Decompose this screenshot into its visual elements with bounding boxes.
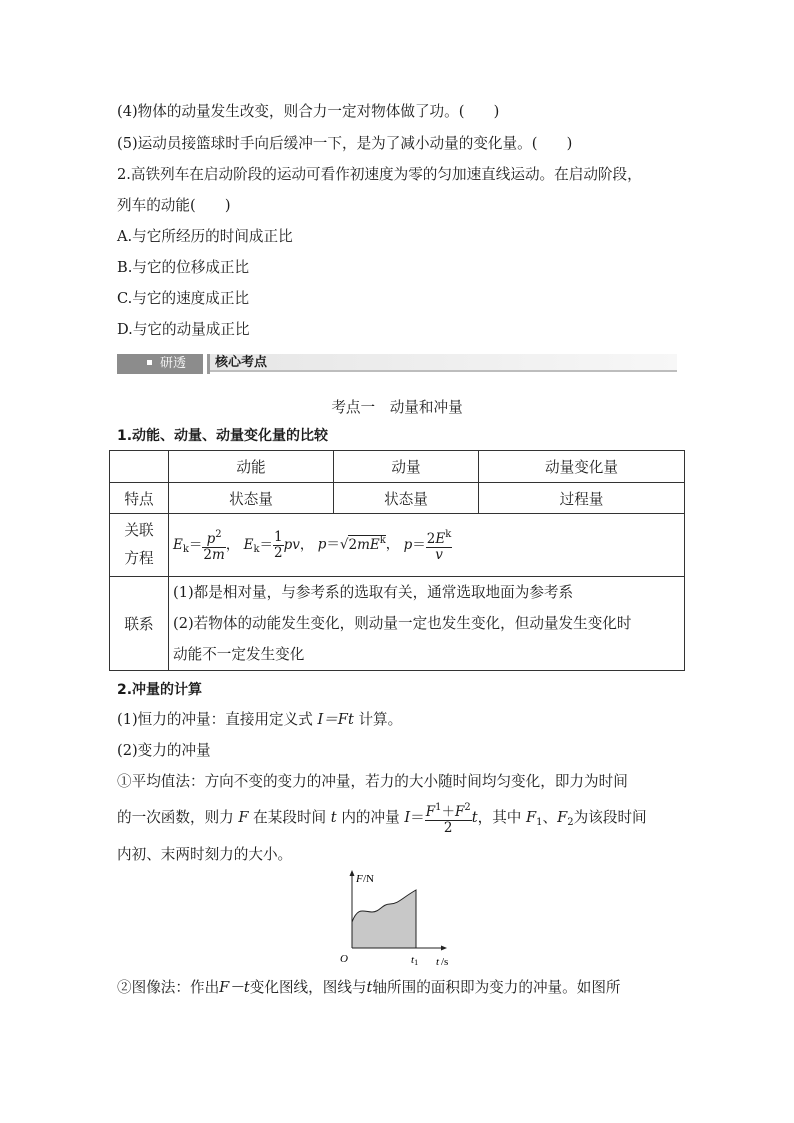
table-cell: 状态量: [334, 483, 479, 514]
section-title: 考点一 动量和冲量: [331, 399, 463, 416]
table-header-cell: 动量: [334, 451, 479, 483]
formula-cell: [169, 514, 685, 577]
table-row: [110, 577, 685, 671]
avg-text-e: 为该段时间: [573, 809, 647, 826]
option-c: C.与它的速度成正比: [117, 290, 250, 307]
average-method-line-2: 的一次函数，则力 F 在某段时间 t 内的冲量 I＝ $\frac{F^1+F^2}{2}$ t，其中 $F_1$、$F_2$为该段时间: [117, 802, 647, 836]
table-row: [110, 483, 685, 514]
impulse-area: [352, 890, 416, 948]
graph-text-e: 轴所围的面积即为变力的冲量。如图所: [372, 979, 621, 996]
formula-average-impulse: I＝ $\frac{F^1+F^2}{2}$ t: [404, 802, 478, 836]
table-row: [110, 514, 685, 577]
banner-right-label: 核心考点: [215, 355, 268, 370]
table-cell: 特点: [110, 483, 169, 514]
question-4: (4)物体的动量发生改变，则合力一定对物体做了功。( ): [117, 103, 500, 120]
row-label: 关联: [124, 522, 154, 539]
square-icon: [147, 360, 152, 365]
constant-force-line: [117, 710, 402, 730]
graph-text-a: ②图像法：作出: [117, 979, 220, 996]
banner-left: [117, 354, 203, 374]
table-cell: 过程量: [479, 483, 685, 514]
banner-left-label: 研透: [160, 356, 187, 371]
graph-text-c: 变化图线，图线与: [249, 979, 367, 996]
table-header-row: [110, 451, 685, 483]
relation-line: 动能不一定发生变化: [173, 646, 305, 663]
formula-ek-p: $E_k=$ $\frac{p^2}{2m}$ ，: [173, 529, 240, 563]
constant-force-text: (1)恒力的冲量：直接用定义式: [117, 711, 313, 728]
formula-i-ft: I＝Ft: [317, 711, 354, 728]
y-axis-unit: /N: [363, 873, 374, 885]
avg-text-c: 内的冲量: [341, 809, 400, 826]
t1-label: t1: [411, 954, 419, 967]
graph-text-d: t: [366, 979, 373, 996]
option-a: A.与它所经历的时间成正比: [117, 228, 293, 245]
table-header-cell: [110, 451, 169, 483]
table-header-cell: 动量变化量: [479, 451, 685, 483]
question-5: (5)运动员接篮球时手向后缓冲一下，是为了减小动量的变化量。( ): [117, 135, 573, 152]
comparison-table: [109, 450, 685, 671]
relation-cell: [169, 577, 685, 671]
avg-text-a: 的一次函数，则力: [117, 809, 234, 826]
graph-text-b: F－t: [219, 979, 250, 996]
graph-method-line: [117, 978, 621, 998]
avg-text-b: 在某段时间: [253, 809, 327, 826]
average-method-line-1: ①平均值法：方向不变的变力的冲量，若力的大小随时间均匀变化，即力为时间: [117, 773, 628, 790]
variable-force-heading: (2)变力的冲量: [117, 742, 211, 759]
row-label: 方程: [124, 550, 154, 567]
table-cell: 联系: [110, 577, 169, 671]
table-cell: [110, 514, 169, 577]
x-axis-label: t: [436, 956, 440, 968]
question-2-line-1: 2.高铁列车在启动阶段的运动可看作初速度为零的匀加速直线运动。在启动阶段，: [117, 166, 642, 183]
table-cell: 状态量: [169, 483, 334, 514]
relation-line: (1)都是相对量，与参考系的选取有关，通常选取地面为参考系: [173, 584, 574, 601]
relation-line: (2)若物体的动能发生变化，则动量一定也发生变化，但动量发生变化时: [173, 615, 632, 632]
constant-force-tail: 计算。: [358, 711, 403, 728]
x-axis-arrow-icon: [441, 946, 447, 951]
banner-right: [207, 354, 677, 372]
formula-p-ek-v: p＝ $\frac{2E^k}{v}$: [403, 529, 452, 563]
x-axis-unit: /s: [441, 956, 449, 968]
subheading-2: 2.冲量的计算: [117, 682, 203, 698]
option-d: D.与它的动量成正比: [117, 321, 250, 338]
table-header-cell: 动能: [169, 451, 334, 483]
subheading-1: 1.动能、动量、动量变化量的比较: [117, 428, 329, 444]
origin-label: O: [340, 953, 348, 965]
formula-p-sqrt: $p=√2mE^k$，: [317, 534, 400, 553]
y-axis-arrow-icon: [350, 870, 355, 876]
y-axis-label: F: [356, 873, 363, 885]
average-method-line-3: 内初、末两时刻力的大小。: [117, 846, 293, 863]
avg-text-d: ，其中: [477, 809, 522, 826]
force-time-graph: [336, 868, 466, 972]
section-banner: [117, 354, 677, 374]
formula-ek-pv: $E_k=$ $\frac{1}{2}$ pv，: [243, 528, 314, 561]
option-b: B.与它的位移成正比: [117, 259, 250, 276]
question-2-line-2: 列车的动能( ): [117, 197, 231, 214]
